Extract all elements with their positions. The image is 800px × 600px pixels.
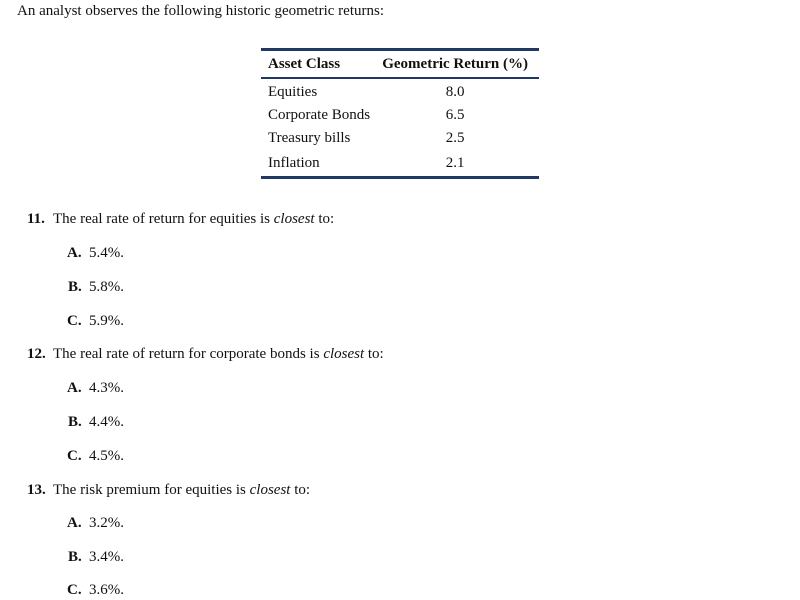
option-text: 3.6%.	[89, 582, 124, 598]
question-text-end: to:	[290, 482, 311, 498]
option-12-c[interactable]	[67, 446, 124, 466]
question-12	[27, 344, 384, 364]
option-text: 5.9%.	[89, 313, 124, 329]
option-text: 3.2%.	[89, 515, 124, 531]
option-letter: A.	[67, 245, 82, 261]
option-text: 5.4%.	[89, 245, 124, 261]
question-11	[27, 209, 334, 229]
option-11-b[interactable]	[67, 277, 124, 297]
question-number: 12.	[27, 346, 46, 362]
option-text: 4.5%.	[89, 448, 124, 464]
option-text: 3.4%.	[89, 549, 124, 565]
question-emphasis: closest	[249, 482, 291, 498]
option-letter: B.	[68, 414, 82, 430]
return-cell: 2.5	[445, 130, 465, 146]
table-header-row	[261, 51, 539, 78]
question-13	[27, 480, 310, 500]
question-emphasis: closest	[323, 346, 365, 362]
option-letter: C.	[67, 448, 82, 464]
option-12-b[interactable]	[67, 412, 124, 432]
option-letter: A.	[67, 380, 82, 396]
question-text-end: to:	[314, 211, 335, 227]
return-cell: 2.1	[445, 154, 465, 171]
question-text: The real rate of return for equities is	[53, 211, 274, 227]
header-asset-class: Asset Class	[261, 51, 377, 78]
question-text-end: to:	[364, 346, 384, 362]
table-row	[261, 150, 539, 176]
return-cell: 8.0	[445, 84, 465, 100]
option-letter: B.	[68, 279, 82, 295]
option-text: 5.8%.	[89, 279, 124, 295]
option-text: 4.4%.	[89, 414, 124, 430]
option-12-a[interactable]	[67, 378, 124, 398]
option-letter: A.	[67, 515, 82, 531]
option-letter: C.	[67, 582, 82, 598]
question-emphasis: closest	[273, 211, 315, 227]
question-number: 13.	[27, 482, 46, 498]
asset-cell: Equities	[268, 84, 318, 100]
option-13-a[interactable]	[67, 513, 124, 533]
question-text: The real rate of return for corporate bonds is	[53, 346, 324, 362]
table-row	[261, 104, 539, 127]
return-cell: 6.5	[445, 107, 465, 123]
option-11-c[interactable]	[67, 311, 124, 331]
asset-cell: Corporate Bonds	[268, 107, 371, 123]
option-13-c[interactable]	[67, 580, 124, 600]
table-row	[261, 127, 539, 150]
option-letter: B.	[68, 549, 82, 565]
option-11-a[interactable]	[67, 243, 124, 263]
option-text: 4.3%.	[89, 380, 124, 396]
option-13-b[interactable]	[67, 547, 124, 567]
asset-cell: Treasury bills	[268, 130, 351, 146]
asset-cell: Inflation	[268, 154, 320, 171]
returns-table	[261, 48, 539, 179]
table-row	[261, 78, 539, 104]
question-number: 11.	[27, 211, 45, 227]
option-letter: C.	[67, 313, 82, 329]
header-geometric-return: Geometric Return (%)	[377, 51, 539, 78]
intro-text: An analyst observes the following historic geometric returns:	[17, 3, 384, 19]
question-text: The risk premium for equities is	[53, 482, 250, 498]
